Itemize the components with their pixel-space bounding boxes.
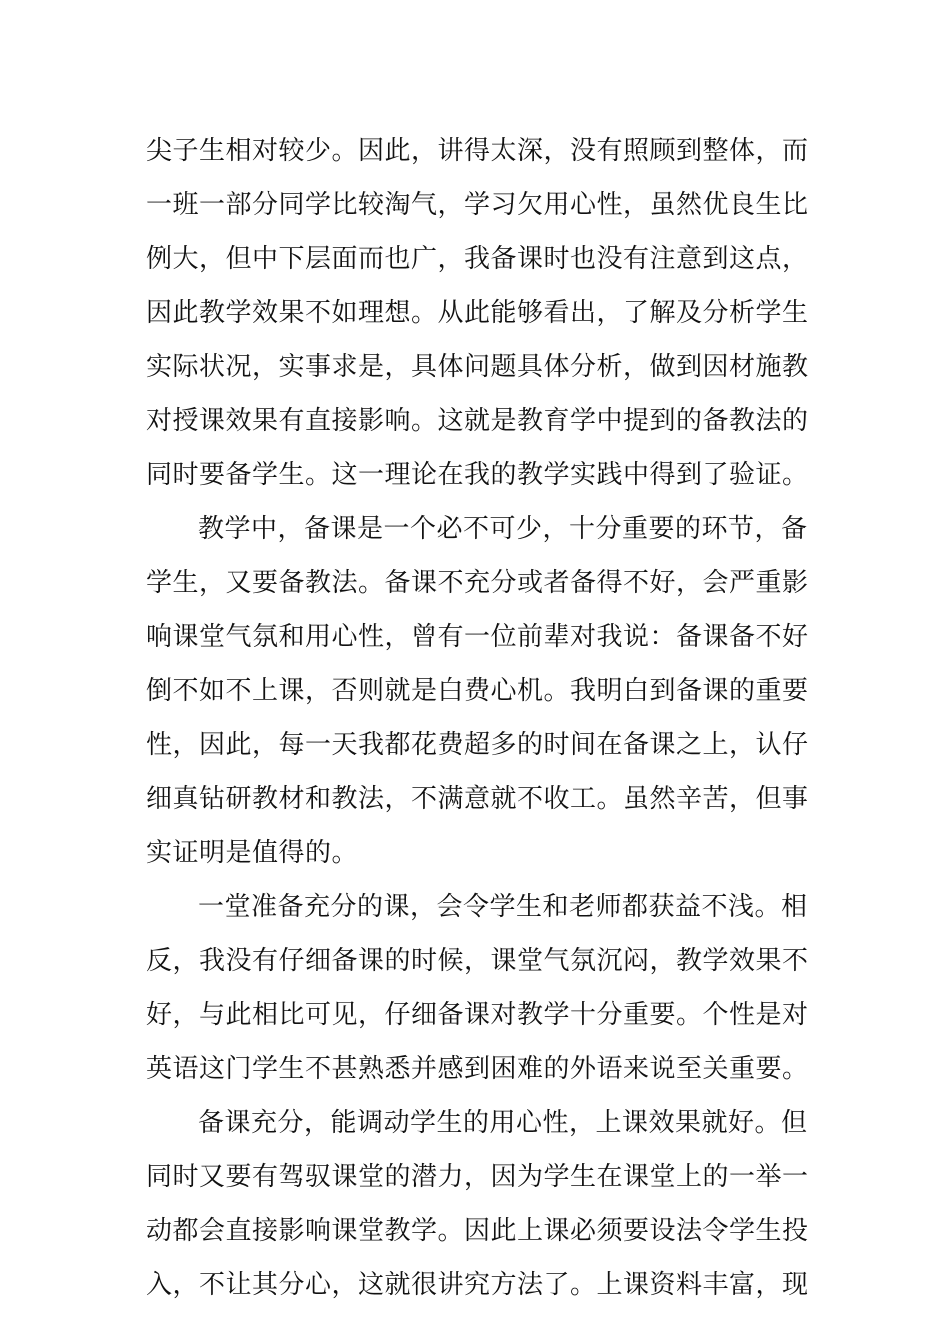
paragraph-1 (146, 124, 809, 502)
document-body (146, 124, 809, 1312)
text-line: 实际状况，实事求是，具体问题具体分析，做到因材施教 (146, 352, 809, 382)
text-line: 倒不如不上课，否则就是白费心机。我明白到备课的重要 (146, 676, 809, 706)
text-line: 细真钻研教材和教法，不满意就不收工。虽然辛苦，但事 (146, 784, 809, 814)
text-line: 教学中，备课是一个必不可少，十分重要的环节，备 (198, 514, 808, 544)
text-line: 一班一部分同学比较淘气，学习欠用心性，虽然优良生比 (146, 190, 809, 220)
text-line: 备课充分，能调动学生的用心性，上课效果就好。但 (198, 1108, 808, 1138)
text-line: 反，我没有仔细备课的时候，课堂气氛沉闷，教学效果不 (146, 946, 809, 976)
text-line: 一堂准备充分的课，会令学生和老师都获益不浅。相 (198, 892, 808, 922)
text-line: 同时又要有驾驭课堂的潜力，因为学生在课堂上的一举一 (146, 1162, 809, 1192)
text-line: 尖子生相对较少。因此，讲得太深，没有照顾到整体，而 (146, 136, 809, 166)
text-line: 学生，又要备教法。备课不充分或者备得不好，会严重影 (146, 568, 809, 598)
text-line: 因此教学效果不如理想。从此能够看出，了解及分析学生 (146, 298, 809, 328)
paragraph-3 (146, 880, 809, 1096)
text-line: 对授课效果有直接影响。这就是教育学中提到的备教法的 (146, 406, 809, 436)
text-line: 响课堂气氛和用心性，曾有一位前辈对我说：备课备不好 (146, 622, 809, 652)
text-line: 英语这门学生不甚熟悉并感到困难的外语来说至关重要。 (146, 1054, 809, 1084)
text-line: 实证明是值得的。 (146, 838, 359, 868)
text-line: 入，不让其分心，这就很讲究方法了。上课资料丰富，现 (146, 1270, 809, 1300)
paragraph-2 (146, 502, 809, 880)
text-line: 性，因此，每一天我都花费超多的时间在备课之上，认仔 (146, 730, 809, 760)
text-line: 好，与此相比可见，仔细备课对教学十分重要。个性是对 (146, 1000, 809, 1030)
text-line: 动都会直接影响课堂教学。因此上课必须要设法令学生投 (146, 1216, 809, 1246)
paragraph-4 (146, 1096, 809, 1312)
text-line: 同时要备学生。这一理论在我的教学实践中得到了验证。 (146, 460, 809, 490)
text-line: 例大，但中下层面而也广，我备课时也没有注意到这点， (146, 244, 809, 274)
